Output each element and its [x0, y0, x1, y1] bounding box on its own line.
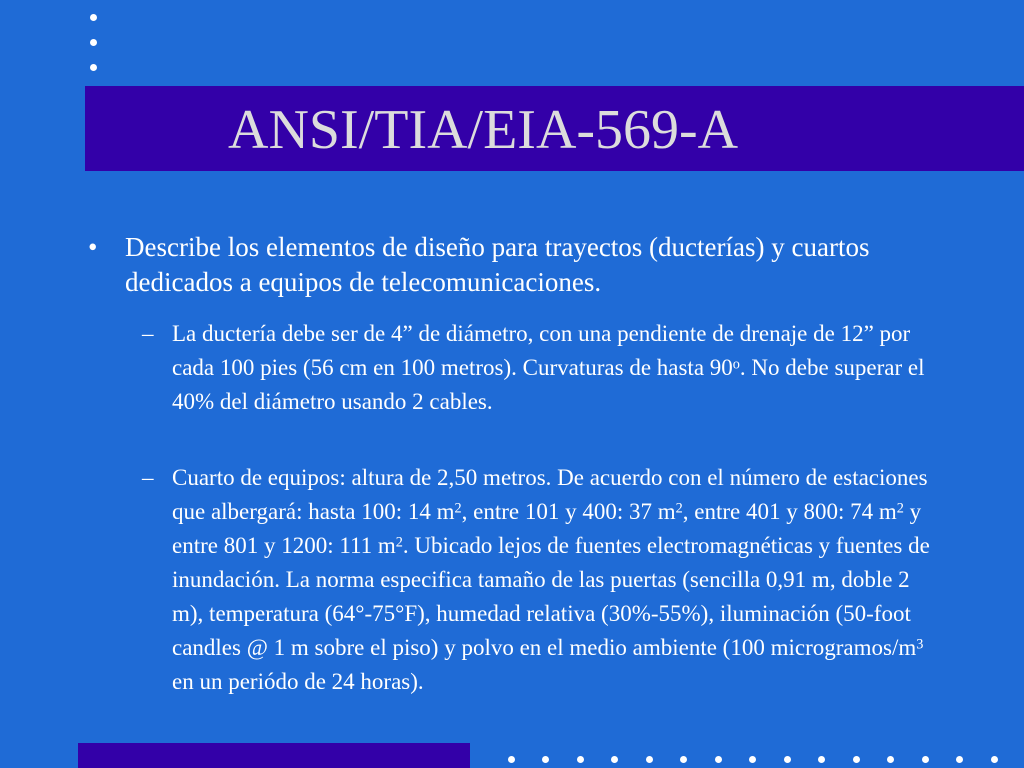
dot-decoration	[991, 756, 998, 763]
dot-decoration	[542, 756, 549, 763]
dot-decoration	[818, 756, 825, 763]
dot-decoration	[853, 756, 860, 763]
dot-decoration	[680, 756, 687, 763]
dot-decoration	[715, 756, 722, 763]
dot-decoration	[90, 14, 97, 21]
sub-point-equipment-room: Cuarto de equipos: altura de 2,50 metros. De acuerdo con el número de estaciones que albergará: hasta 100: 14 $m^2$, entre 101 y 400: 37 $m^2$, entre 401 y 800: 74 $m^2$ y entre 801 y 1200: 111 $m^2$. Ubicado lejos de fuentes electromagnéticas y fuentes de inundación. La norma especifica tamaño de las puertas (sencilla 0,91 m, doble 2 m), temperatura (64°-75°F), humedad relativa (30%-55%), iluminación (50-foot candles @ 1 m sobre el piso) y polvo en el medio ambiente (100 microgramos/$m^3$ en un periódo de 24 horas).	[172, 465, 930, 694]
dash-marker: –	[142, 465, 154, 490]
dot-decoration	[887, 756, 894, 763]
dot-decoration	[749, 756, 756, 763]
dot-decoration	[90, 39, 97, 46]
dot-decoration	[922, 756, 929, 763]
bullet-marker: •	[88, 232, 98, 262]
dot-decoration	[611, 756, 618, 763]
dot-decoration	[508, 756, 515, 763]
slide-title: ANSI/TIA/EIA-569-A	[228, 99, 739, 161]
bottom-accent-bar	[78, 743, 470, 768]
dash-marker: –	[142, 321, 154, 346]
dot-decoration	[646, 756, 653, 763]
dot-decoration	[90, 64, 97, 71]
bullet-point-1: Describe los elementos de diseño para trayectos (ducterías) y cuartos dedicados a equipos de telecomunicaciones.	[125, 232, 870, 297]
dot-decoration	[956, 756, 963, 763]
dot-decoration	[577, 756, 584, 763]
dot-decoration	[784, 756, 791, 763]
sub-point-conduit: La ductería debe ser de 4” de diámetro, con una pendiente de drenaje de 12” por cada 100 pies (56 cm en 100 metros). Curvaturas de hasta 90$^o$. No debe superar el 40% del diámetro usando 2 cables.	[172, 321, 925, 414]
